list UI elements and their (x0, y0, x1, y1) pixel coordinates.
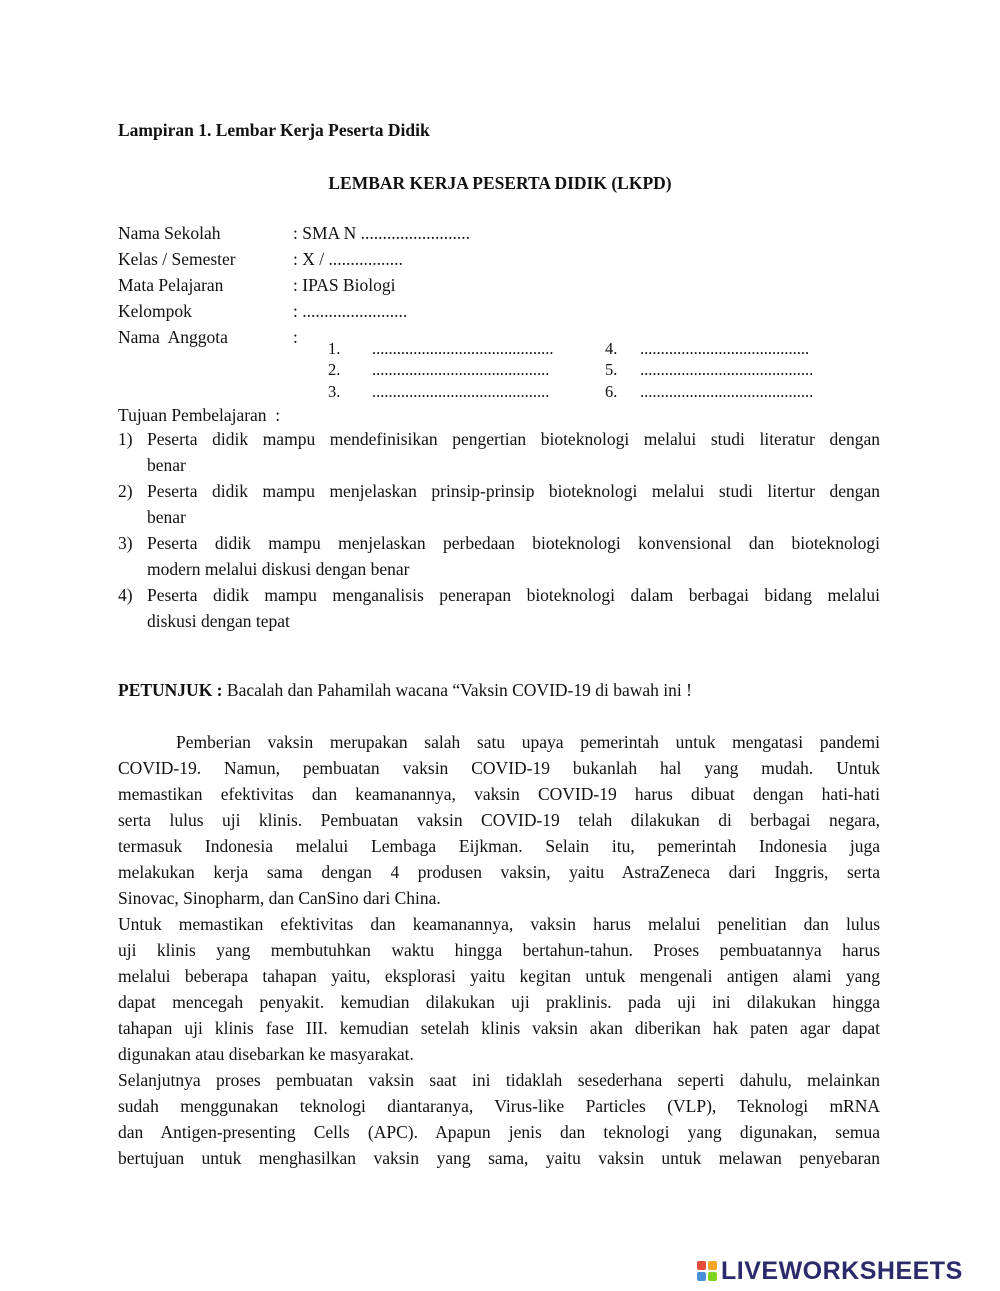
objective-text: Peserta didik mampu menganalisis penerapan bioteknologi dalam berbagai bidang melalui (147, 585, 880, 605)
reading-line: melakukan kerja sama dengan 4 produsen vaksin, yaitu AstraZeneca dari Inggris, serta (118, 862, 880, 882)
member-number: 3. (328, 382, 341, 401)
reading-line: sudah menggunakan teknologi diantaranya, Virus-like Particles (VLP), Teknologi mRNA (118, 1096, 880, 1116)
reading-line: Untuk memastikan efektivitas dan keamanannya, vaksin harus melalui penelitian dan lulus (118, 914, 880, 934)
instruction (118, 677, 692, 703)
reading-line: bertujuan untuk menghasilkan vaksin yang sama, yaitu vaksin untuk melawan penyebaran (118, 1148, 880, 1168)
field-value-subject: : IPAS Biologi (293, 275, 396, 295)
reading-line: uji klinis yang membutuhkan waktu hingga bertahun-tahun. Proses pembuatannya harus (118, 940, 880, 960)
reading-line: memastikan efektivitas dan keamanannya, vaksin COVID-19 harus dibuat dengan hati-hati (118, 784, 880, 804)
objective-text: Peserta didik mampu menjelaskan prinsip-prinsip bioteknologi melalui studi litertur dengan (147, 481, 880, 501)
reading-line: digunakan atau disebarkan ke masyarakat. (118, 1044, 414, 1064)
field-value-group[interactable]: : ........................ (293, 301, 408, 321)
objective-text: Peserta didik mampu menjelaskan perbedaan bioteknologi konvensional dan bioteknologi (147, 533, 880, 553)
objective-number: 2) (118, 481, 133, 501)
objectives-heading: Tujuan Pembelajaran : (118, 405, 281, 425)
field-value-members: : (293, 327, 298, 347)
member-number: 2. (328, 360, 341, 379)
reading-line: Sinovac, Sinopharm, dan CanSino dari China. (118, 888, 441, 908)
member-number: 6. (605, 382, 618, 401)
objective-number: 4) (118, 585, 133, 605)
liveworksheets-logo-icon (697, 1261, 717, 1281)
objective-text-cont: benar (147, 507, 186, 527)
main-title: LEMBAR KERJA PESERTA DIDIK (LKPD) (328, 173, 672, 193)
member-entry-3[interactable]: ........................................... (372, 382, 550, 401)
reading-line: serta lulus uji klinis. Pembuatan vaksin COVID-19 telah dilakukan di berbagai negara, (118, 810, 880, 830)
member-number: 1. (328, 339, 341, 358)
member-entry-1[interactable]: ............................................ (372, 339, 554, 358)
member-number: 5. (605, 360, 618, 379)
instruction-text: Bacalah dan Pahamilah wacana “Vaksin COVID-19 di bawah ini ! (222, 680, 692, 700)
field-label-class: Kelas / Semester (118, 249, 236, 269)
reading-line: dan Antigen-presenting Cells (APC). Apapun jenis dan teknologi yang digunakan, semua (118, 1122, 880, 1142)
instruction-label: PETUNJUK : (118, 680, 223, 700)
reading-line: tahapan uji klinis fase III. kemudian setelah klinis vaksin akan diberikan hak paten agar dapat (118, 1018, 880, 1038)
reading-line: Pemberian vaksin merupakan salah satu upaya pemerintah untuk mengatasi pandemi (176, 732, 880, 752)
objective-number: 1) (118, 429, 133, 449)
member-entry-4[interactable]: ......................................... (640, 339, 810, 358)
field-label-members: Nama Anggota (118, 327, 228, 347)
logo-square (697, 1261, 706, 1270)
logo-square (697, 1272, 706, 1281)
reading-line: melalui beberapa tahapan yaitu, eksplorasi yaitu kegitan untuk mengenali antigen alami yang (118, 966, 880, 986)
logo-square (708, 1261, 717, 1270)
objective-text: Peserta didik mampu mendefinisikan pengertian bioteknologi melalui studi literatur dengan (147, 429, 880, 449)
reading-line: COVID-19. Namun, pembuatan vaksin COVID-19 bukanlah hal yang mudah. Untuk (118, 758, 880, 778)
reading-line: dapat mencegah penyakit. kemudian dilakukan uji praklinis. pada uji ini dilakukan hingga (118, 992, 880, 1012)
field-value-class[interactable]: : X / ................. (293, 249, 403, 269)
logo-square (708, 1272, 717, 1281)
field-label-group: Kelompok (118, 301, 192, 321)
objective-text-cont: modern melalui diskusi dengan benar (147, 559, 410, 579)
logo-text: LIVEWORKSHEETS (721, 1256, 963, 1285)
liveworksheets-logo (697, 1256, 963, 1286)
member-entry-2[interactable]: ........................................... (372, 360, 550, 379)
field-label-subject: Mata Pelajaran (118, 275, 224, 295)
objective-text-cont: benar (147, 455, 186, 475)
objective-text-cont: diskusi dengan tepat (147, 611, 290, 631)
member-number: 4. (605, 339, 618, 358)
member-entry-6[interactable]: .......................................... (640, 382, 814, 401)
objective-number: 3) (118, 533, 133, 553)
member-entry-5[interactable]: .......................................... (640, 360, 814, 379)
field-label-school: Nama Sekolah (118, 223, 221, 243)
appendix-title: Lampiran 1. Lembar Kerja Peserta Didik (118, 120, 430, 140)
field-value-school[interactable]: : SMA N ......................... (293, 223, 470, 243)
reading-line: termasuk Indonesia melalui Lembaga Eijkman. Selain itu, pemerintah Indonesia juga (118, 836, 880, 856)
reading-line: Selanjutnya proses pembuatan vaksin saat ini tidaklah sesederhana seperti dahulu, melainkan (118, 1070, 880, 1090)
